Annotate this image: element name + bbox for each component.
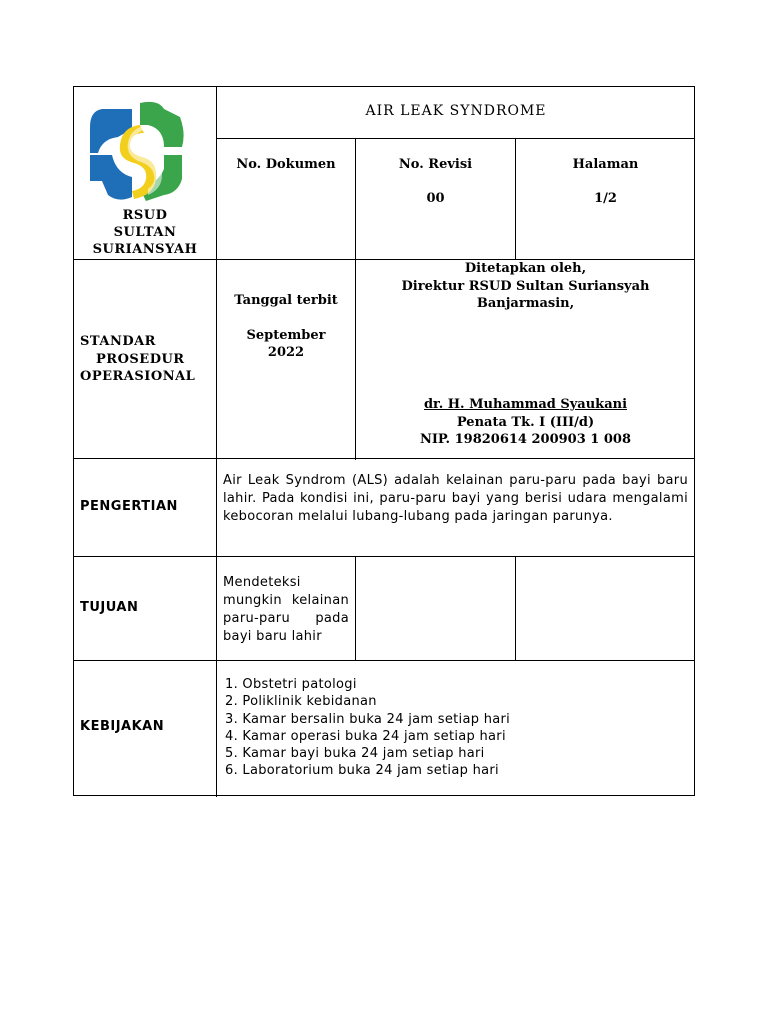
list-item: 5. Kamar bayi buka 24 jam setiap hari	[225, 746, 485, 762]
divider	[74, 458, 695, 459]
hospital-logo	[88, 99, 186, 203]
halaman-value: 1/2	[594, 191, 617, 206]
tujuan-text: Mendeteksi mungkin kelainan paru-paru pada bayi baru lahir	[223, 575, 349, 644]
hospital-name	[74, 207, 216, 258]
logo-green-top	[140, 102, 184, 147]
list-item: 1. Obstetri patologi	[225, 677, 357, 692]
signer-rank: Penata Tk. I (III/d)	[456, 414, 595, 430]
list-item: 6. Laboratorium buka 24 jam setiap hari	[225, 763, 499, 779]
halaman-label: Halaman	[572, 157, 639, 172]
list-item: 4. Kamar operasi buka 24 jam setiap hari	[225, 728, 506, 744]
penetapan-block	[356, 260, 695, 313]
divider	[74, 556, 695, 557]
tanggal-month: September	[246, 328, 326, 343]
document-title: AIR LEAK SYNDROME	[365, 103, 547, 119]
kebijakan-label: KEBIJAKAN	[80, 719, 165, 734]
tanggal-year: 2022	[267, 345, 305, 360]
ditetapkan-text: Ditetapkan oleh,	[464, 261, 587, 276]
tanggal-terbit-value	[217, 327, 355, 361]
kota-text: Banjarmasin,	[476, 296, 575, 311]
divider	[355, 556, 356, 661]
direktur-text: Direktur RSUD Sultan Suriansyah	[401, 278, 650, 294]
pengertian-text: Air Leak Syndrom (ALS) adalah kelainan paru-paru pada bayi baru lahir. Pada kondisi ini, paru-paru bayi yang berisi udara mengalami kebocoran melalui lubang-lubang pada jaringan parunya.	[223, 473, 688, 524]
sop-document	[73, 86, 695, 796]
tanggal-terbit-label: Tanggal terbit	[234, 293, 338, 308]
no-dokumen-label: No. Dokumen	[236, 157, 336, 172]
divider	[216, 138, 695, 139]
logo-blue-bottom	[90, 155, 132, 200]
hospital-name-line: SURIANSYAH	[92, 242, 198, 257]
logo-cell	[74, 87, 216, 259]
no-revisi-label: No. Revisi	[398, 157, 473, 172]
sop-label-line: OPERASIONAL	[80, 369, 196, 384]
sop-label-line: PROSEDUR	[96, 351, 185, 367]
signature-block	[356, 396, 695, 449]
no-revisi-value: 00	[426, 191, 445, 206]
divider	[74, 660, 695, 661]
divider	[515, 556, 516, 661]
tujuan-label: TUJUAN	[80, 600, 139, 615]
signer-name: dr. H. Muhammad Syaukani	[423, 397, 628, 412]
divider	[216, 87, 217, 797]
list-item: 3. Kamar bersalin buka 24 jam setiap hari	[225, 711, 511, 727]
signer-nip: NIP. 19820614 200903 1 008	[419, 432, 632, 447]
hospital-name-line: SULTAN	[113, 225, 177, 240]
pengertian-label: PENGERTIAN	[80, 499, 178, 514]
sop-label	[80, 333, 212, 386]
hospital-name-line: RSUD	[122, 208, 168, 223]
kebijakan-list	[225, 676, 690, 780]
sop-label-line: STANDAR	[80, 334, 156, 349]
list-item: 2. Poliklinik kebidanan	[225, 694, 377, 710]
